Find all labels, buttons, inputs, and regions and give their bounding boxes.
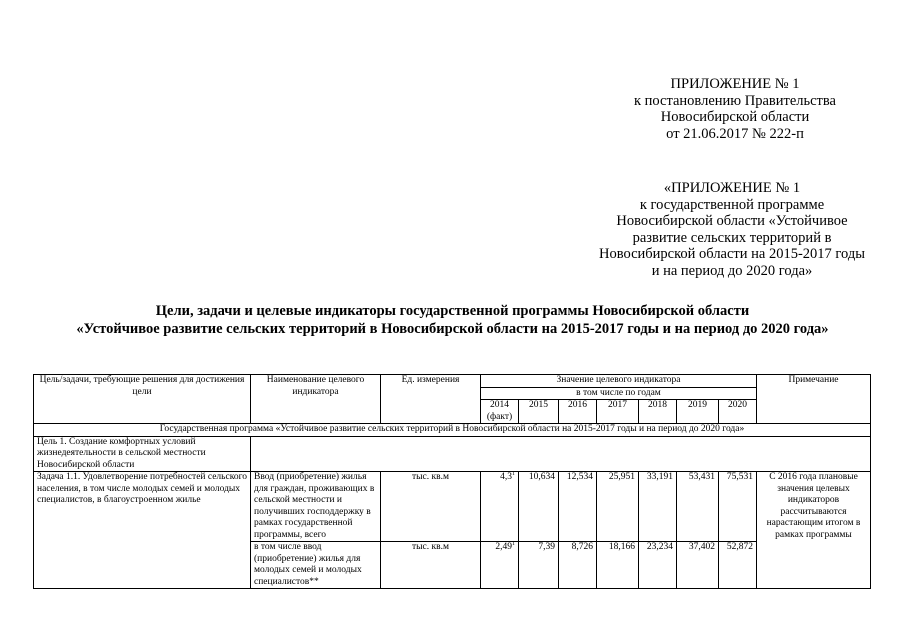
value-cell: 37,402 [677, 542, 719, 589]
appendix2-line: Новосибирской области «Устойчивое [616, 213, 848, 229]
value-cell: 33,191 [639, 472, 677, 542]
appendix2-line: «ПРИЛОЖЕНИЕ № 1 [663, 180, 801, 196]
indicator-cell: Ввод (приобретение) жилья для граждан, проживающих в сельской местности и получивших господдержку в рамках государственной программы, всего [251, 472, 381, 542]
program-row [34, 424, 871, 437]
year-header: 2020 [719, 400, 757, 424]
program-cell: Государственная программа «Устойчивое развитие сельских территорий в Новосибирской области на 2015-2017 годы и на период до 2020 года» [34, 424, 871, 437]
title-line-2: «Устойчивое развитие сельских территорий в Новосибирской области на 2015-2017 годы и на период до 2020 года» [76, 321, 829, 337]
header-value-label: Значение целевого индикатора [556, 375, 681, 385]
year-header: 2014 (факт) [481, 400, 519, 424]
appendix2-line: развитие сельских территорий в [632, 229, 832, 246]
value-cell: 75,531 [719, 472, 757, 542]
year-header: 2015 [519, 400, 559, 424]
value-cell: 52,872 [719, 542, 757, 589]
header-note: Примечание [757, 375, 871, 424]
appendix1-line: Новосибирской области [660, 109, 810, 125]
value-2014-cell [481, 542, 519, 589]
value-2014-cell [481, 472, 519, 542]
goal-cell: Цель 1. Создание комфортных условий жизнедеятельности в сельской местности Новосибирской области [34, 436, 251, 472]
value-cell: 8,726 [559, 542, 597, 589]
appendix2-line: и на период до 2020 года» [651, 262, 813, 279]
value-cell: 18,166 [597, 542, 639, 589]
footnote-mark: 1 [512, 540, 515, 547]
note-cell: С 2016 года плановые значения целевых индикаторов рассчитываются нарастающим итогом в рамках программы [757, 472, 871, 589]
indicator-cell: в том числе ввод (приобретение) жилья для молодых семей и молодых специалистов** [251, 542, 381, 589]
header-value-sub: в том числе по годам [481, 387, 757, 400]
value-cell: 10,634 [519, 472, 559, 542]
appendix1-line: к постановлению Правительства [634, 92, 836, 109]
year-header: 2018 [639, 400, 677, 424]
document-title [0, 302, 905, 338]
task-cell: Задача 1.1. Удовлетворение потребностей сельского населения, в том числе молодых семей и молодых специалистов, в благоустроенном жилье [34, 472, 251, 589]
footnote-mark: 1 [512, 470, 515, 477]
appendix1-line: ПРИЛОЖЕНИЕ № 1 [670, 76, 800, 92]
indicators-table [33, 374, 871, 589]
title-line-1: Цели, задачи и целевые индикаторы государственной программы Новосибирской области [155, 303, 750, 319]
year-header: 2017 [597, 400, 639, 424]
value-cell: 7,39 [519, 542, 559, 589]
goal-empty-cell [251, 436, 871, 472]
header-indicator: Наименование целевого индикатора [251, 375, 381, 424]
appendix-header-1 [605, 76, 865, 142]
appendix-header-2 [587, 180, 877, 279]
value-cell: 23,234 [639, 542, 677, 589]
value-cell: 53,431 [677, 472, 719, 542]
goal-row [34, 436, 871, 472]
header-unit: Ед. измерения [381, 375, 481, 424]
year-header: 2016 [559, 400, 597, 424]
header-value [481, 375, 757, 388]
header-goals: Цель/задачи, требующие решения для достижения цели [34, 375, 251, 424]
appendix2-line: к государственной программе [639, 196, 825, 213]
value-cell: 25,951 [597, 472, 639, 542]
year-header: 2019 [677, 400, 719, 424]
value-2014: 2,49 [495, 542, 512, 552]
unit-cell: тыс. кв.м [381, 542, 481, 589]
appendix1-line: от 21.06.2017 № 222-п [666, 125, 804, 142]
header-row [34, 375, 871, 388]
table-row [34, 472, 871, 542]
value-2014: 4,3 [500, 472, 512, 482]
unit-cell: тыс. кв.м [381, 472, 481, 542]
value-cell: 12,534 [559, 472, 597, 542]
appendix2-line: Новосибирской области на 2015-2017 годы [599, 246, 865, 262]
